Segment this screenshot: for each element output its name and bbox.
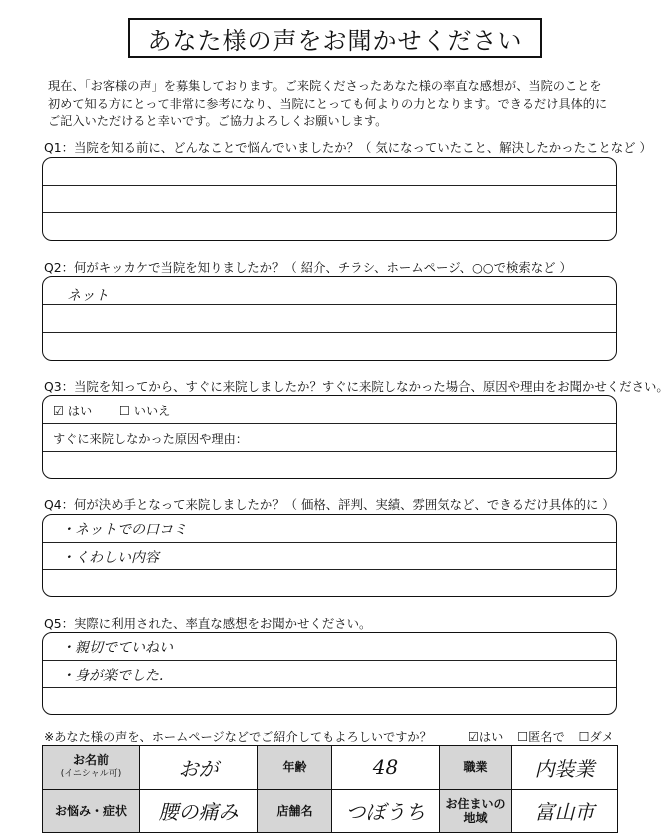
ruled-line [43,332,616,333]
q2-question: Q2：何がキッカケで当院を知りましたか？（ 紹介、チラシ、ホームページ、○○で検索など ） [44,260,572,275]
consent-no-checkbox[interactable]: ☐ダメ [578,730,614,744]
ruled-line [43,451,616,452]
name-sub-label: (イニシャル可) [60,769,122,780]
q3-no-checkbox[interactable]: ☐ いいえ [119,404,171,418]
form-title: あなた様の声をお聞かせください [128,18,542,58]
respondent-info-table [42,745,618,833]
q4-question: Q4：何が決め手となって来院しましたか？（ 価格、評判、実績、雰囲気など、できるだけ具体的に ） [44,497,615,512]
ruled-line [43,660,616,661]
q5-handwritten-answer: ・身が楽でした. [61,668,164,684]
intro-line: 現在、「お客様の声」を募集しております。ご来院くださったあなた様の率直な感想が、当院のことを [48,79,602,93]
q5-answer-box[interactable] [42,632,617,715]
consent-anonymous-checkbox[interactable]: ☐匿名で [517,730,565,744]
ruled-line [43,569,616,570]
q5-handwritten-answer: ・親切でていねい [61,640,173,656]
q3-answer-box[interactable] [42,395,617,479]
age-value[interactable]: 48 [332,746,440,790]
q1-answer-box[interactable] [42,157,617,241]
q3-yes-checkbox[interactable]: ☑ はい [53,404,93,418]
q5-question: Q5：実際に利用された、率直な感想をお聞かせください。 [44,616,372,631]
q4-handwritten-answer: ・くわしい内容 [61,550,159,566]
q4-answer-box[interactable] [42,514,617,597]
store-label: 店舗名 [258,789,332,833]
ruled-line [43,304,616,305]
region-label: お住まいの地域 [440,789,512,833]
job-label: 職業 [440,746,512,790]
q2-answer-box[interactable] [42,276,617,361]
ruled-line [43,212,616,213]
q1-question: Q1：当院を知る前に、どんなことで悩んでいましたか？（ 気になっていたこと、解決したかったことなど ） [44,140,652,155]
q2-handwritten-answer: ネット [67,288,109,304]
name-value[interactable]: おが [140,746,258,790]
intro-line: 初めて知る方にとって非常に参考になり、当院にとっても何よりの力となります。できるだけ具体的に [48,96,608,111]
store-value[interactable]: つぼうち [332,789,440,833]
age-label: 年齢 [258,746,332,790]
job-value[interactable]: 内装業 [512,746,618,790]
ruled-line [43,423,616,424]
name-label: お名前 (イニシャル可) [43,746,140,790]
q3-reason-label: すぐに来院しなかった原因や理由： [53,432,248,446]
ruled-line [43,185,616,186]
consent-options [468,728,624,745]
q3-question: Q3：当院を知ってから、すぐに来院しましたか？すぐに来院しなかった場合、原因や理由をお聞かせください。 [44,379,669,394]
concern-value[interactable]: 腰の痛み [140,789,258,833]
ruled-line [43,542,616,543]
concern-label: お悩み・症状 [43,789,140,833]
consent-yes-checkbox[interactable]: ☑はい [468,730,504,744]
q4-handwritten-answer: ・ネットでの口コミ [61,522,187,538]
intro-line: ご記入いただけると幸いです。ご協力よろしくお願いします。 [48,114,388,128]
region-value[interactable]: 富山市 [512,789,618,833]
ruled-line [43,687,616,688]
consent-question: ※あなた様の声を、ホームページなどでご紹介してもよろしいですか？ [44,730,432,744]
intro-text [48,78,648,131]
